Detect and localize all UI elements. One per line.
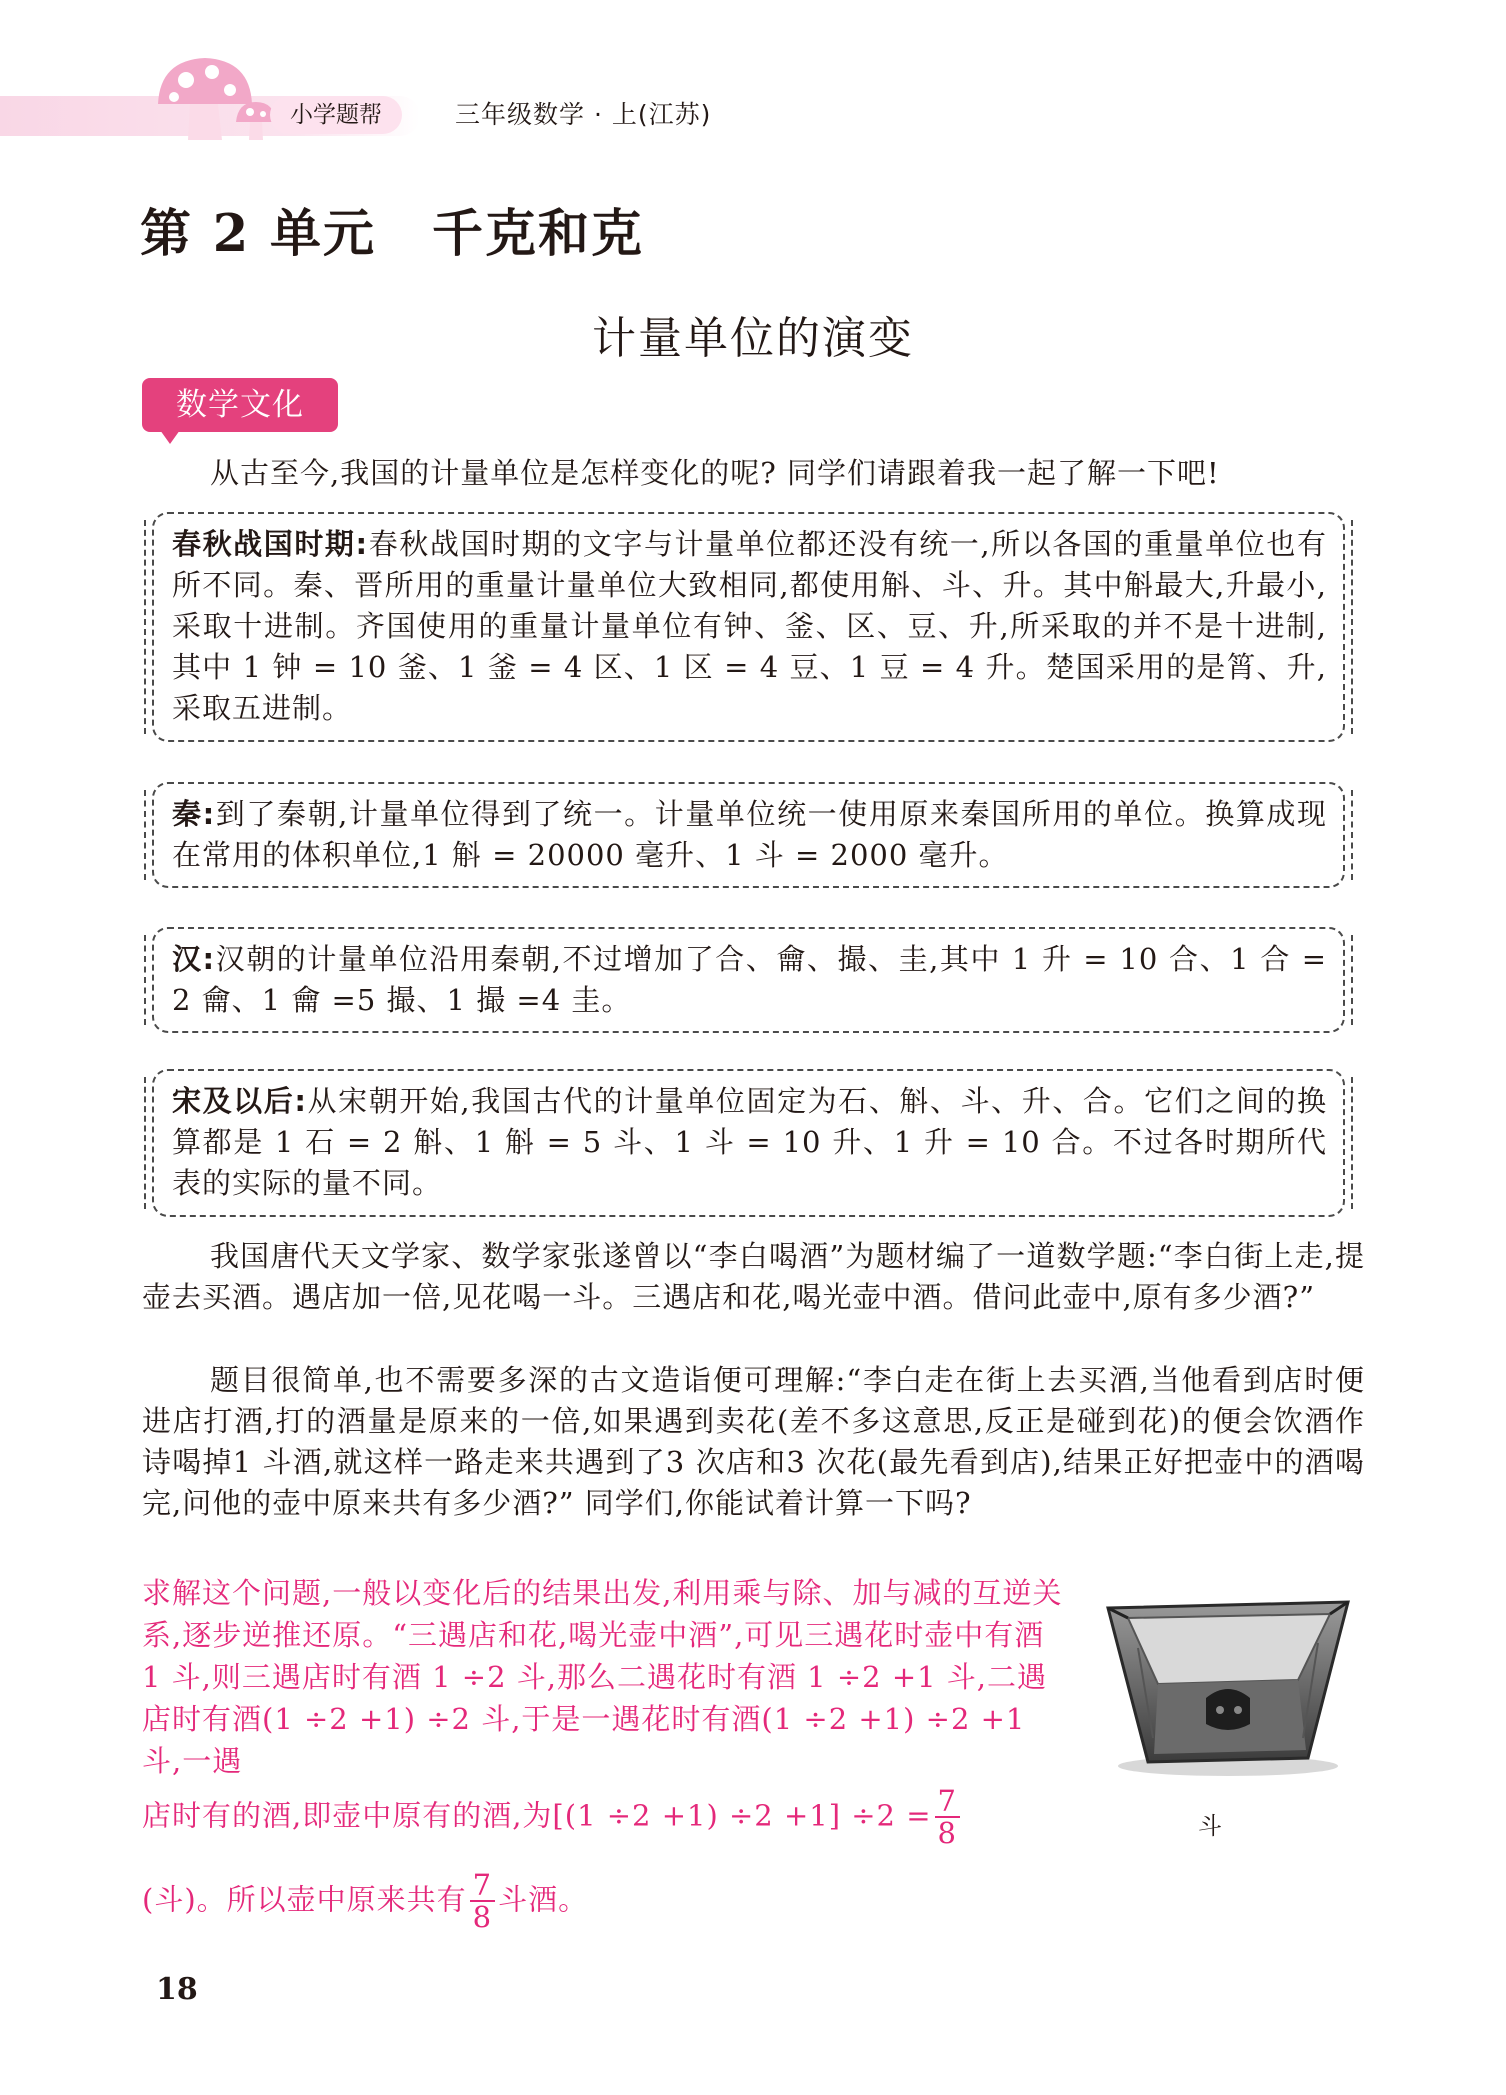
solution-paragraph: 求解这个问题,一般以变化后的结果出发,利用乘与除、加与减的互逆关系,逐步逆推还原。“三遇店和花,喝光壶中酒”,可见三遇花时壶中有酒 1 斗,则三遇店时有酒 1 ÷2 斗,那么二遇花时有酒 1 ÷2 +1 斗,二遇店时有酒(1 ÷2 +1) ÷2 斗,于是一遇花时有酒(1 ÷2 +1) ÷2 +1 斗,一遇 [142,1576,1063,1778]
solution-line-b-pre: (斗)。所以壶中原来共有 [142,1882,467,1917]
image-caption: 斗 [1198,1812,1222,1840]
box-label: 宋及以后: [172,1084,307,1118]
solution-line-a [142,1786,963,1849]
box-label: 秦: [172,797,216,831]
box-text: 从宋朝开始,我国古代的计量单位固定为石、斛、斗、升、合。它们之间的换算都是 1 石 = 2 斛、1 斛 = 5 斗、1 斗 = 10 升、1 升 = 10 合。不过各时期所代表的实际的量不同。 [172,1084,1327,1200]
box-paragraph [172,794,1327,876]
book-title: 三年级数学 · 上(江苏) [455,100,712,129]
fraction-seven-eighths [935,1786,960,1849]
section-tag: 数学文化 [142,378,338,432]
brand-badge: 小学题帮 [270,96,402,134]
intro-paragraph: 从古至今,我国的计量单位是怎样变化的呢? 同学们请跟着我一起了解一下吧! [210,456,1220,490]
history-box-song [152,1069,1345,1217]
box-paragraph [172,1081,1327,1204]
box-label: 汉: [172,942,216,976]
solution-line-b [142,1870,588,1933]
box-text: 春秋战国时期的文字与计量单位都还没有统一,所以各国的重量单位也有所不同。秦、晋所用的重量计量单位大致相同,都使用斛、斗、升。其中斛最大,升最小,采取十进制。齐国使用的重量计量单位有钟、釜、区、豆、升,所采取的并不是十进制,其中 1 钟 = 10 釜、1 釜 = 4 区、1 区 = 4 豆、1 豆 = 4 升。楚国采用的是筲、升,采取五进制。 [172,527,1327,725]
box-paragraph [172,524,1327,729]
history-box-han [152,927,1345,1033]
fraction-seven-eighths [470,1870,495,1933]
box-text: 汉朝的计量单位沿用秦朝,不过增加了合、龠、撮、圭,其中 1 升 = 10 合、1 合 = 2 龠、1 龠 =5 撮、1 撮 =4 圭。 [172,942,1327,1017]
explain-paragraph: 题目很简单,也不需要多深的古文造诣便可理解:“李白走在街上去买酒,当他看到店时便进店打酒,打的酒量是原来的一倍,如果遇到卖花(差不多这意思,反正是碰到花)的便会饮酒作诗喝掉1 斗酒,就这样一路走来共遇到了3 次店和3 次花(最先看到店),结果正好把壶中的酒喝完,问他的壶中原来共有多少酒?” 同学们,你能试着计算一下吗? [142,1363,1365,1520]
box-text: 到了秦朝,计量单位得到了统一。计量单位统一使用原来秦国所用的单位。换算成现在常用的体积单位,1 斛 = 20000 毫升、1 斗 = 2000 毫升。 [172,797,1327,872]
fraction-numerator: 7 [470,1870,495,1902]
history-box-qin [152,782,1345,888]
page-number: 18 [156,1972,198,2007]
unit-topic: 千克和克 [432,204,645,264]
box-paragraph [172,939,1327,1021]
unit-title [140,192,644,266]
unit-number: 第 2 单元 [140,204,376,264]
box-label: 春秋战国时期: [172,527,369,561]
section-tag-tail [160,430,180,444]
solution-line-b-post: 斗酒。 [498,1882,589,1917]
lesson-title: 计量单位的演变 [592,313,914,364]
fraction-denominator: 8 [937,1816,957,1851]
story-paragraph: 我国唐代天文学家、数学家张遂曾以“李白喝酒”为题材编了一道数学题:“李白街上走,提壶去买酒。遇店加一倍,见花喝一斗。三遇店和花,喝光壶中酒。借问此壶中,原有多少酒?” [142,1239,1365,1314]
history-box-spring-autumn [152,512,1345,742]
dou-measure-image [1098,1588,1358,1778]
fraction-numerator: 7 [935,1786,960,1818]
solution-line-a-text: 店时有的酒,即壶中原有的酒,为[(1 ÷2 +1) ÷2 +1] ÷2 = [142,1798,932,1833]
fraction-denominator: 8 [472,1900,493,1935]
